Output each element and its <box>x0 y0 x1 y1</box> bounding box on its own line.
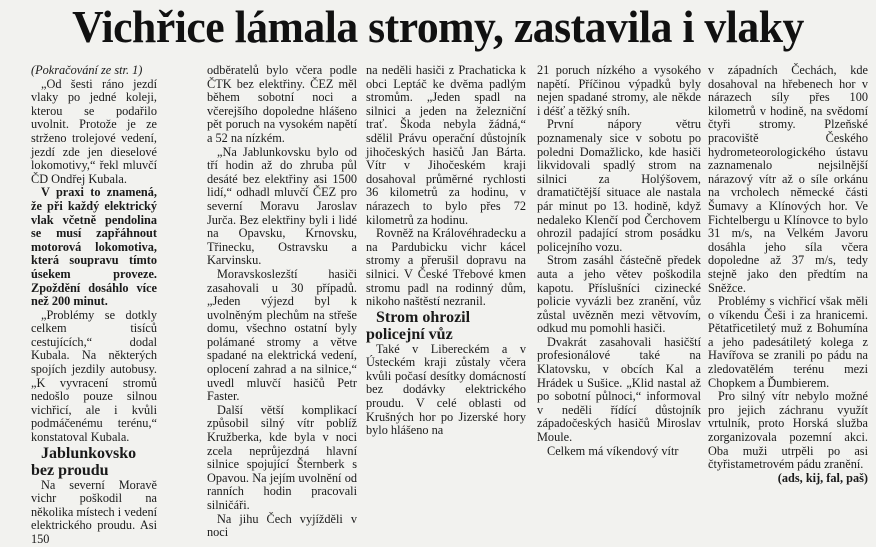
paragraph: odběratelů bylo včera podle ČTK bez elektřiny. ČEZ měl během sobotní noci a včerejšího dopoledne hlášeno pět poruch na vysokém napětí a 52 na nízkém. <box>207 63 357 145</box>
author-credit: (ads, kij, fal, paš) <box>777 470 868 485</box>
paragraph: Další větší komplikací způsobil silný vítr poblíž Kružberka, kde byla v noci zcela neprůjezdná hlavní silnice spojující Šternberk s Opavou. Na jejím uvolnění od ranních hodin pracovali silničáři. <box>207 402 357 512</box>
paragraph: „Na Jablunkovsku bylo od tří hodin až do zhruba půl desáté bez elektřiny asi 1500 lidí,“ odhadl mluvčí ČEZ pro severní Moravu Jaroslav Jurča. Bez elektřiny byli i lidé na Opavsku, Krnovsku, Třinecku, Ostravsku a Karvinsku. <box>207 144 357 268</box>
paragraph: Na jihu Čech vyjížděli v noci <box>207 511 357 540</box>
paragraph: Dvakrát zasahovali hasičští profesionálové také na Klatovsku, v obcích Kal a Hrádek u Sušice. „Klid nastal až po sobotní půlnoci,“ informoval v neděli řídící důstojník západočeských hasičů Miroslav Moule. <box>537 334 701 445</box>
paragraph: na neděli hasiči z Prachaticka k obci Leptáč ke dvěma padlým stromům. „Jeden spadl na silnici a jeden na železniční trať. Škoda nebyla žádná,“ sdělil Právu operační důstojník jihočeských hasičů Jan Bárta. Vítr v Jihočeském kraji dosahoval průměrné rychlosti 36 kilometrů za hodinu, v nárazech to bylo přes 72 kilometrů za hodinu. <box>366 63 526 227</box>
paragraph: „Problémy se dotkly celkem tisíců cestujících,“ dodal Kubala. Na některých spojích jezdily autobusy. „K vyvracení stromů nedošlo pouze silnou vichřicí, ale i kvůli podmáčenému terénu,“ konstatoval Kubala. <box>31 307 157 445</box>
paragraph: „Od šesti ráno jezdí vlaky po jedné koleji, kterou se podařilo uvolnit. Protože je ze strženo trolejové vedení, jezdí zde jen dieselové lokomotivy,“ řekl mluvčí ČD Ondřej Kubala. <box>31 76 157 186</box>
paragraph: První nápory větru poznamenaly sice v sobotu po poledni Domažlicko, kde hasiči likvidovali spadlý strom na silnici za Holýšovem, dramatičtější situace ale nastala pár minut po 13. hodině, když nedaleko Klenčí pod Čerchovem ohrozil padající strom posádku policejního vozu. <box>537 117 701 254</box>
column-5 <box>708 63 868 485</box>
subheading: Strom ohrozil policejní vůz <box>366 308 471 343</box>
column-2 <box>207 63 357 540</box>
column-1 <box>31 63 158 546</box>
paragraph: Pro silný vítr nebylo možné pro jejich záchranu využít vrtulník, proto Horská služba zorganizovala pozemní akci. Oba muži utrpěli po asi čtyřistametrovém pádu zranění. <box>708 389 868 472</box>
paragraph: Problémy s vichřicí však měli o víkendu Češi i za hranicemi. Pětatřicetiletý muž z Bohumína a jeho padesátiletý kolega z Havířova se zranili po pádu na zledovatělém terénu mezi Chopkem a Ďumbierem. <box>708 294 868 390</box>
paragraph: Na severní Moravě vichr poškodil na několika místech i vedení elektrického proudu. Asi 150 <box>31 477 158 546</box>
paragraph: Strom zasáhl částečně předek auta a jeho větev poškodila kapotu. Příslušníci cizinecké policie vyvázli bez zranění, vůz zůstal uvězněn mezi větvovím, odkud mu pomohli hasiči. <box>537 253 701 336</box>
paragraph: Celkem má víkendový vítr <box>547 443 679 458</box>
headline: Vichřice lámala stromy, zastavila i vlaky <box>72 2 804 52</box>
paragraph: 21 poruch nízkého a vysokého napětí. Příčinou výpadků byly nejen spadané stromy, ale někde i déšť a těžký sníh. <box>537 63 701 118</box>
paragraph: v západních Čechách, kde dosahoval na hřebenech hor v nárazech síly přes 100 kilometrů v hodině, na svědomí čtyři stromy. Plzeňské pracoviště Českého hydrometeorologického ústavu zaznamenalo nejsilnější nárazový vítr až o síle orkánu na vrcholech německé části Šumavy a Klínových hor. Ve Fichtelbergu u Klínovce to bylo 31 m/s, na Velkém Javoru dosáhla jeho síla včera dopoledne až 37 m/s, tedy stejně jako den předtím na Sněžce. <box>708 63 868 295</box>
continuation-note: (Pokračování ze str. 1) <box>31 63 143 77</box>
column-3 <box>366 63 526 438</box>
subheading: Jablunkovsko bez proudu <box>31 444 137 479</box>
column-4 <box>537 63 701 458</box>
paragraph: Moravskoslezští hasiči zasahovali u 30 případů. „Jeden výjezd byl k uvolněným plechům na střeše domu, všechno ostatní byly polámané stromy a větve spadané na elektrická vedení, oplocení zahrad a na silnice,“ uvedl mluvčí hasičů Petr Faster. <box>207 266 357 404</box>
paragraph: Rovněž na Královéhradecku a na Pardubicku vichr kácel stromy a přerušil dopravu na silnici. V České Třebové kmen stromu padl na rodinný dům, nikoho naštěstí nezranil. <box>366 226 526 309</box>
paragraph-lead: V praxi to znamená, že při každý elektrický vlak včetně pendolina se musí zapřáhnout motorová lokomotiva, která soupravu tímto úsekem proveze. Zpoždění dosáhlo více než 200 minut. <box>31 185 157 309</box>
paragraph: Také v Libereckém a v Ústeckém kraji zůstaly včera kvůli počasí desítky domácností bez dodávky elektrického proudu. V celé oblasti od Krušných hor po Jizerské hory bylo hlášeno na <box>366 341 526 438</box>
